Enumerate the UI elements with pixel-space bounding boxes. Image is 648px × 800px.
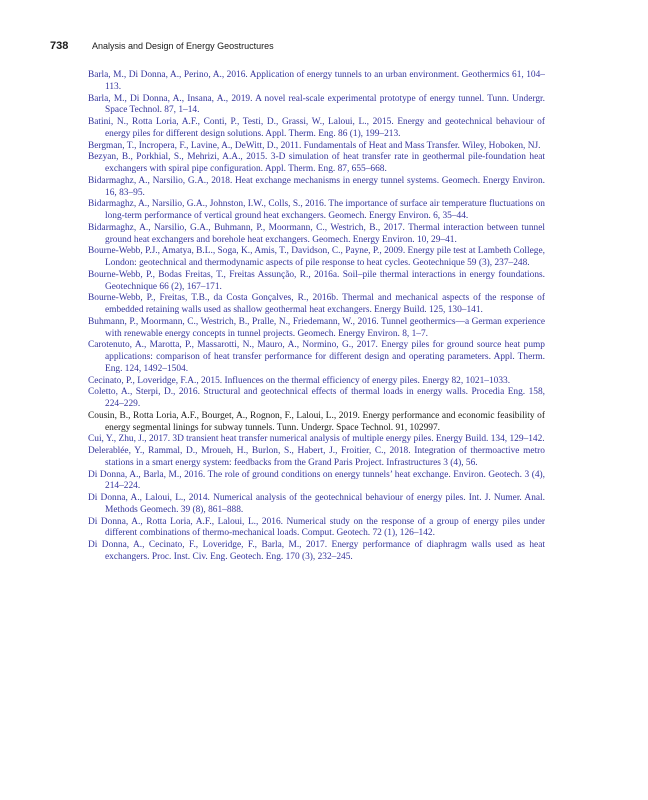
reference-item[interactable]: Cecinato, P., Loveridge, F.A., 2015. Influences on the thermal efficiency of energy piles. Energy 82, 1021–1033. [88, 375, 511, 386]
reference-item[interactable]: Delerablée, Y., Rammal, D., Mroueh, H., Burlon, S., Habert, J., Froitier, C., 2018. Integration of thermoactive metro stations in a smart energy system: feedbacks from the Grand Paris Project. Infrastructures 3 (4), 56. [88, 446, 545, 468]
reference-item[interactable]: Di Donna, A., Cecinato, F., Loveridge, F., Barla, M., 2017. Energy performance of diaphragm walls used as heat exchangers. Proc. Inst. Civ. Eng. Geotech. Eng. 170 (3), 232–245. [88, 540, 545, 562]
reference-item[interactable]: Coletto, A., Sterpi, D., 2016. Structural and geotechnical effects of thermal loads in energy walls. Procedia Eng. 158, 224–229. [88, 387, 545, 409]
reference-item[interactable]: Barla, M., Di Donna, A., Perino, A., 2016. Application of energy tunnels to an urban environment. Geothermics 61, 104–113. [88, 70, 545, 92]
reference-item[interactable]: Di Donna, A., Laloui, L., 2014. Numerical analysis of the geotechnical behaviour of energy piles. Int. J. Numer. Anal. Methods Geomech. 39 (8), 861–888. [88, 493, 545, 515]
reference-item[interactable]: Carotenuto, A., Marotta, P., Massarotti, N., Mauro, A., Normino, G., 2017. Energy piles for ground source heat pump applications: comparison of heat transfer performance for different design and operating parameters. Appl. Therm. Eng. 124, 1492–1504. [88, 340, 545, 374]
reference-item[interactable]: Cui, Y., Zhu, J., 2017. 3D transient heat transfer numerical analysis of multiple energy piles. Energy Build. 134, 129–142. [88, 434, 545, 445]
reference-item[interactable]: Bidarmaghz, A., Narsilio, G.A., Johnston, I.W., Colls, S., 2016. The importance of surface air temperature fluctuations on long-term performance of vertical ground heat exchangers. Geomech. Energy Environ. 6, 35–44. [88, 199, 545, 221]
page-number: 738 [50, 40, 69, 52]
reference-item[interactable]: Bourne-Webb, P.J., Amatya, B.L., Soga, K., Amis, T., Davidson, C., Payne, P., 2009. Energy pile test at Lambeth College, London: geotechnical and thermodynamic aspects of pile response to heat cycles. Geotechnique 59 (3), 237–248. [88, 246, 545, 268]
reference-item[interactable]: Di Donna, A., Rotta Loria, A.F., Laloui, L., 2016. Numerical study on the response of a group of energy piles under different combinations of thermo-mechanical loads. Comput. Geotech. 72 (1), 126–142. [88, 516, 545, 539]
reference-item[interactable]: Batini, N., Rotta Loria, A.F., Conti, P., Testi, D., Grassi, W., Laloui, L., 2015. Energy and geotechnical behaviour of energy piles for different design solutions. Appl. Therm. Eng. 86 (1), 199–213. [88, 117, 545, 139]
reference-item[interactable]: Di Donna, A., Barla, M., 2016. The role of ground conditions on energy tunnels’ heat exchange. Environ. Geotech. 3 (4), 214–224. [88, 469, 545, 492]
page-header [0, 40, 648, 54]
reference-item[interactable]: Buhmann, P., Moormann, C., Westrich, B., Pralle, N., Friedemann, W., 2016. Tunnel geothermics—a German experience with renewable energy concepts in tunnel projects. Geomech. Energy Environ. 8, 1–7. [88, 316, 545, 339]
reference-item[interactable]: Barla, M., Di Donna, A., Insana, A., 2019. A novel real-scale experimental prototype of energy tunnel. Tunn. Undergr. Space Technol. 87, 1–14. [88, 93, 545, 116]
reference-item[interactable]: Bidarmaghz, A., Narsilio, G.A., 2018. Heat exchange mechanisms in energy tunnel systems. Geomech. Energy Environ. 16, 83–95. [88, 175, 545, 198]
reference-item[interactable]: Bourne-Webb, P., Bodas Freitas, T., Freitas Assunção, R., 2016a. Soil–pile thermal interactions in energy foundations. Geotechnique 66 (2), 167–171. [88, 269, 545, 292]
running-title: Analysis and Design of Energy Geostructures [92, 41, 274, 51]
reference-item[interactable]: Bezyan, B., Porkhial, S., Mehrizi, A.A., 2015. 3-D simulation of heat transfer rate in geothermal pile-foundation heat exchangers with spiral pipe configuration. Appl. Therm. Eng. 87, 655–668. [88, 152, 545, 174]
reference-item[interactable]: Bidarmaghz, A., Narsilio, G.A., Buhmann, P., Moormann, C., Westrich, B., 2017. Thermal interaction between tunnel ground heat exchangers and borehole heat exchangers. Geomech. Energy Environ. 10, 29–41. [88, 222, 545, 245]
reference-item[interactable]: Bourne-Webb, P., Freitas, T.B., da Costa Gonçalves, R., 2016b. Thermal and mechanical aspects of the response of embedded retaining walls used as shallow geothermal heat exchangers. Energy Build. 125, 130–141. [88, 293, 545, 315]
reference-item-unlinked: Cousin, B., Rotta Loria, A.F., Bourget, A., Rognon, F., Laloui, L., 2019. Energy performance and economic feasibility of energy segmental linings for subway tunnels. Tunn. Undergr. Space Technol. 91, 102997. [88, 410, 545, 433]
reference-list [88, 70, 545, 564]
reference-item[interactable]: Bergman, T., Incropera, F., Lavine, A., DeWitt, D., 2011. Fundamentals of Heat and Mass Transfer. Wiley, Hoboken, NJ. [88, 140, 541, 151]
